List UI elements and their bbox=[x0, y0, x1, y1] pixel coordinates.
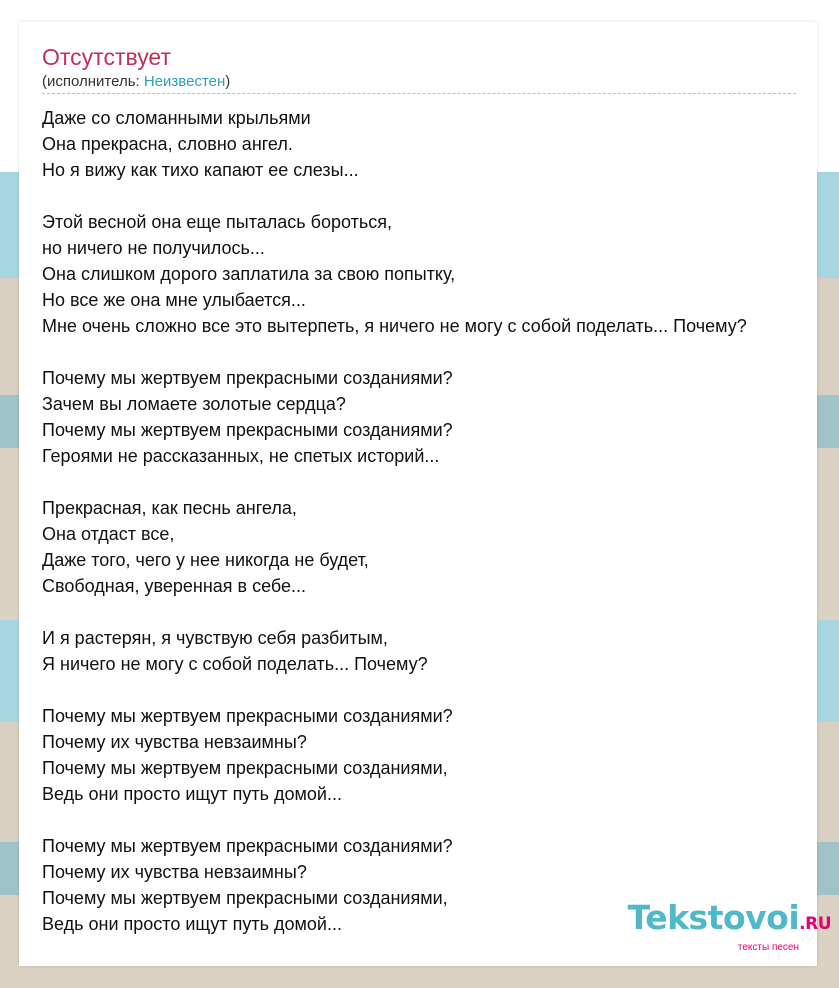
lyric-line: Прекрасная, как песнь ангела, bbox=[42, 498, 297, 518]
lyrics-text bbox=[42, 105, 839, 937]
lyric-line: Свободная, уверенная в себе... bbox=[42, 576, 307, 596]
lyric-line: Она прекрасна, словно ангел. bbox=[42, 134, 293, 154]
lyric-line: Мне очень сложно все это вытерпеть, я ничего не могу с собой поделать... Почему? bbox=[42, 316, 747, 336]
lyric-line: Почему мы жертвуем прекрасными созданиями? bbox=[42, 706, 453, 726]
song-title: Отсутствует bbox=[42, 44, 171, 70]
lyric-line: Даже того, чего у нее никогда не будет, bbox=[42, 550, 369, 570]
lyric-line: но ничего не получилось... bbox=[42, 238, 265, 258]
lyric-line: Зачем вы ломаете золотые сердца? bbox=[42, 394, 346, 414]
stanza-gap bbox=[42, 469, 839, 495]
artist-prefix: (исполнитель: bbox=[42, 73, 144, 90]
lyric-line: Но все же она мне улыбается... bbox=[42, 290, 306, 310]
lyric-line: Почему мы жертвуем прекрасными созданиями, bbox=[42, 888, 448, 908]
artist-line bbox=[42, 73, 230, 91]
lyrics-card bbox=[19, 22, 817, 966]
lyric-line: Почему их чувства невзаимны? bbox=[42, 732, 307, 752]
stanza-gap bbox=[42, 599, 839, 625]
logo-name: Tekstovoi bbox=[627, 898, 800, 937]
stanza-gap bbox=[42, 807, 839, 833]
title-divider bbox=[42, 93, 796, 94]
logo-tld: .RU bbox=[799, 914, 831, 934]
stanza-gap bbox=[42, 183, 839, 209]
logo-wordmark bbox=[628, 900, 831, 942]
lyric-line: Героями не рассказанных, не спетых историй... bbox=[42, 446, 440, 466]
lyric-line: Но я вижу как тихо капают ее слезы... bbox=[42, 160, 359, 180]
lyric-line: Она слишком дорого заплатила за свою попытку, bbox=[42, 264, 456, 284]
lyric-line: Я ничего не могу с собой поделать... Почему? bbox=[42, 654, 428, 674]
lyric-line: Почему мы жертвуем прекрасными созданиями? bbox=[42, 420, 453, 440]
stanza-gap bbox=[42, 339, 839, 365]
lyric-line: Даже со сломанными крыльями bbox=[42, 108, 311, 128]
lyric-line: Ведь они просто ищут путь домой... bbox=[42, 914, 342, 934]
site-logo[interactable] bbox=[628, 900, 831, 954]
lyric-line: Почему мы жертвуем прекрасными созданиями? bbox=[42, 836, 453, 856]
lyric-line: Почему мы жертвуем прекрасными созданиями? bbox=[42, 368, 453, 388]
lyric-line: Почему их чувства невзаимны? bbox=[42, 862, 307, 882]
lyric-line: И я растерян, я чувствую себя разбитым, bbox=[42, 628, 388, 648]
lyric-line: Ведь они просто ищут путь домой... bbox=[42, 784, 342, 804]
stanza-gap bbox=[42, 677, 839, 703]
artist-suffix: ) bbox=[225, 73, 231, 90]
lyric-line: Почему мы жертвуем прекрасными созданиями, bbox=[42, 758, 448, 778]
artist-link[interactable]: Неизвестен bbox=[143, 73, 226, 90]
logo-tagline: тексты песен bbox=[737, 942, 799, 953]
lyric-line: Этой весной она еще пыталась бороться, bbox=[42, 212, 392, 232]
lyric-line: Она отдаст все, bbox=[42, 524, 175, 544]
